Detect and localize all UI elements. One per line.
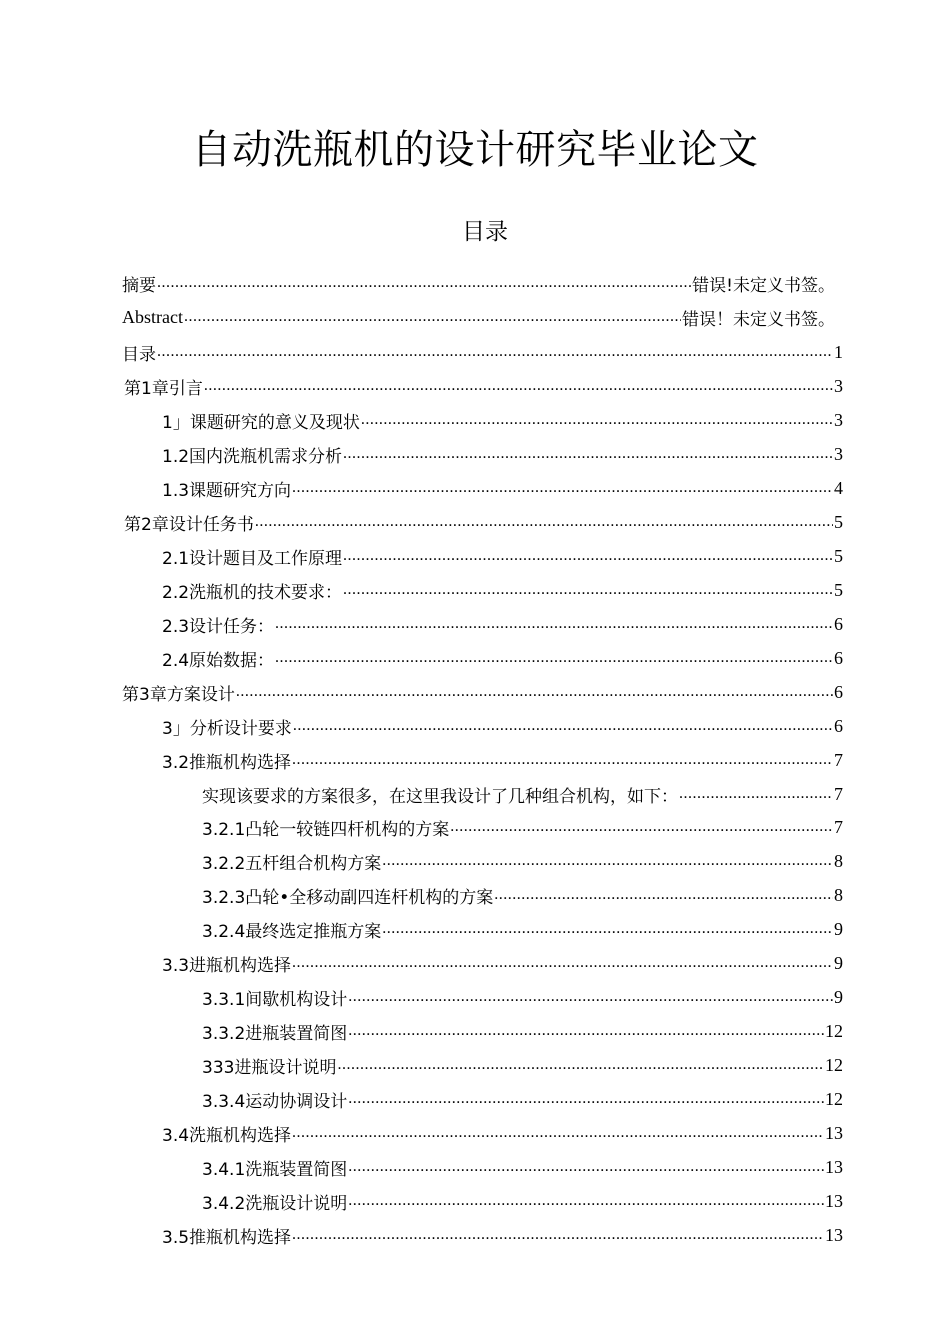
toc-dot-leader (292, 751, 833, 769)
toc-page-number: 5 (834, 579, 843, 600)
toc-page-number: 6 (834, 715, 843, 736)
toc-entry-title: 3.4.2洗瓶设计说明 (202, 1193, 348, 1214)
toc-page-number: 4 (834, 477, 843, 498)
toc-dot-leader (348, 1158, 824, 1176)
toc-entry[interactable] (162, 946, 843, 980)
toc-entry-title: 摘要 (122, 275, 156, 296)
toc-entry-title: 1.3课题研究方向 (162, 480, 292, 501)
toc-dot-leader (275, 649, 833, 667)
toc-dot-leader (275, 615, 833, 633)
toc-dot-leader (679, 785, 833, 803)
toc-entry[interactable] (162, 641, 843, 675)
toc-entry-title: 3.2推瓶机构选择 (162, 752, 292, 773)
toc-entry[interactable] (202, 1082, 843, 1116)
toc-page-number: 错误!未定义书签。 (692, 275, 835, 296)
toc-entry[interactable] (122, 675, 843, 709)
toc-entry-title: 3.2.4最终选定推瓶方案 (202, 921, 382, 942)
toc-entry[interactable] (162, 607, 843, 641)
toc-entry[interactable] (162, 437, 843, 471)
toc-entry[interactable] (202, 1184, 843, 1218)
toc-entry-title: 3」分析设计要求 (162, 718, 292, 739)
toc-dot-leader (343, 581, 833, 599)
toc-entry-title: 第3章方案设计 (122, 684, 235, 705)
toc-page-number: 9 (834, 952, 843, 973)
toc-dot-leader (293, 717, 833, 735)
toc-entry[interactable] (162, 573, 843, 607)
toc-entry[interactable] (202, 777, 843, 811)
toc-page-number: 13 (825, 1224, 843, 1245)
toc-entry[interactable] (162, 539, 843, 573)
toc-page-number: 7 (834, 783, 843, 804)
toc-dot-leader (348, 1192, 824, 1210)
toc-entry-title: 目录 (122, 344, 156, 365)
toc-page-number: 12 (825, 1020, 843, 1041)
toc-entry-title: 3.2.1凸轮一较链四杆机构的方案 (202, 819, 450, 840)
toc-dot-leader (337, 1056, 824, 1074)
toc-entry[interactable] (124, 369, 843, 403)
toc-entry[interactable] (162, 709, 843, 743)
toc-entry[interactable] (162, 403, 843, 437)
toc-page-number: 13 (825, 1122, 843, 1143)
toc-page-number: 3 (834, 443, 843, 464)
toc-entry[interactable] (202, 878, 843, 912)
toc-entry[interactable] (162, 1218, 843, 1252)
toc-entry-title: 3.5推瓶机构选择 (162, 1227, 292, 1248)
toc-dot-leader (348, 988, 833, 1006)
toc-entry[interactable] (202, 844, 843, 878)
toc-heading: 目录 (462, 219, 508, 245)
toc-entry[interactable] (202, 980, 843, 1014)
toc-entry-title: 第1章引言 (124, 378, 203, 399)
toc-entry-title: Abstract (122, 306, 183, 327)
toc-page-number: 8 (834, 850, 843, 871)
toc-entry[interactable] (202, 1048, 843, 1082)
toc-page-number: 6 (834, 681, 843, 702)
toc-dot-leader (157, 343, 833, 361)
toc-dot-leader (292, 479, 833, 497)
toc-entry-title: 2.2洗瓶机的技术要求： (162, 582, 343, 603)
toc-dot-leader (292, 1226, 824, 1244)
toc-entry[interactable] (122, 335, 843, 369)
toc-entry-title: 1.2国内洗瓶机需求分析 (162, 446, 343, 467)
toc-page-number: 7 (834, 816, 843, 837)
toc-entry[interactable] (122, 300, 835, 334)
toc-entry-title: 实现该要求的方案很多，在这里我设计了几种组合机构，如下： (202, 786, 678, 807)
toc-page-number: 错误！未定义书签。 (682, 309, 835, 330)
toc-entry-title: 2.4原始数据： (162, 650, 275, 671)
toc-page-number: 13 (825, 1190, 843, 1211)
toc-dot-leader (157, 274, 691, 292)
toc-page-number: 12 (825, 1088, 843, 1109)
toc-page-number: 3 (834, 375, 843, 396)
toc-dot-leader (343, 445, 833, 463)
toc-entry-title: 1」课题研究的意义及现状 (162, 412, 360, 433)
toc-entry[interactable] (202, 1014, 843, 1048)
toc-entry[interactable] (162, 471, 843, 505)
toc-page-number: 7 (834, 749, 843, 770)
toc-entry-title: 3.4.1洗瓶装置简图 (202, 1159, 348, 1180)
toc-dot-leader (204, 377, 833, 395)
toc-entry-title: 3.2.2五杆组合机构方案 (202, 853, 382, 874)
toc-page-number: 12 (825, 1054, 843, 1075)
toc-page-number: 6 (834, 613, 843, 634)
toc-entry[interactable] (124, 505, 843, 539)
toc-dot-leader (348, 1022, 824, 1040)
toc-page-number: 3 (834, 409, 843, 430)
toc-dot-leader (348, 1090, 824, 1108)
toc-dot-leader (361, 411, 833, 429)
toc-entry-title: 333进瓶设计说明 (202, 1057, 337, 1078)
toc-entry[interactable] (202, 912, 843, 946)
toc-entry-title: 2.3设计任务： (162, 616, 275, 637)
toc-dot-leader (494, 886, 833, 904)
document-title: 自动洗瓶机的设计研究毕业论文 (191, 127, 759, 173)
toc-page-number: 5 (834, 545, 843, 566)
toc-entry-title: 3.3进瓶机构选择 (162, 955, 292, 976)
toc-page-number: 6 (834, 647, 843, 668)
toc-page-number: 8 (834, 884, 843, 905)
toc-entry-title: 2.1设计题目及工作原理 (162, 548, 343, 569)
toc-entry[interactable] (202, 1150, 843, 1184)
toc-entry-title: 3.3.2进瓶装置简图 (202, 1023, 348, 1044)
toc-dot-leader (236, 683, 833, 701)
toc-dot-leader (184, 308, 681, 326)
toc-entry[interactable] (122, 266, 835, 300)
toc-entry[interactable] (202, 810, 843, 844)
toc-page-number: 5 (834, 511, 843, 532)
toc-dot-leader (450, 818, 833, 836)
toc-entry-title: 第2章设计任务书 (124, 514, 254, 535)
toc-dot-leader (382, 920, 833, 938)
toc-dot-leader (292, 1124, 824, 1142)
toc-dot-leader (343, 547, 833, 565)
toc-dot-leader (292, 954, 833, 972)
toc-dot-leader (255, 513, 833, 531)
toc-entry-title: 3.4洗瓶机构选择 (162, 1125, 292, 1146)
toc-page-number: 1 (834, 341, 843, 362)
toc-page-number: 9 (834, 986, 843, 1007)
toc-entry[interactable] (162, 1116, 843, 1150)
toc-dot-leader (382, 852, 833, 870)
toc-page-number: 13 (825, 1156, 843, 1177)
toc-entry-title: 3.2.3凸轮•全移动副四连杆机构的方案 (202, 887, 494, 908)
toc-page-number: 9 (834, 918, 843, 939)
toc-entry-title: 3.3.1间歇机构设计 (202, 989, 348, 1010)
toc-entry[interactable] (162, 743, 843, 777)
toc-entry-title: 3.3.4运动协调设计 (202, 1091, 348, 1112)
